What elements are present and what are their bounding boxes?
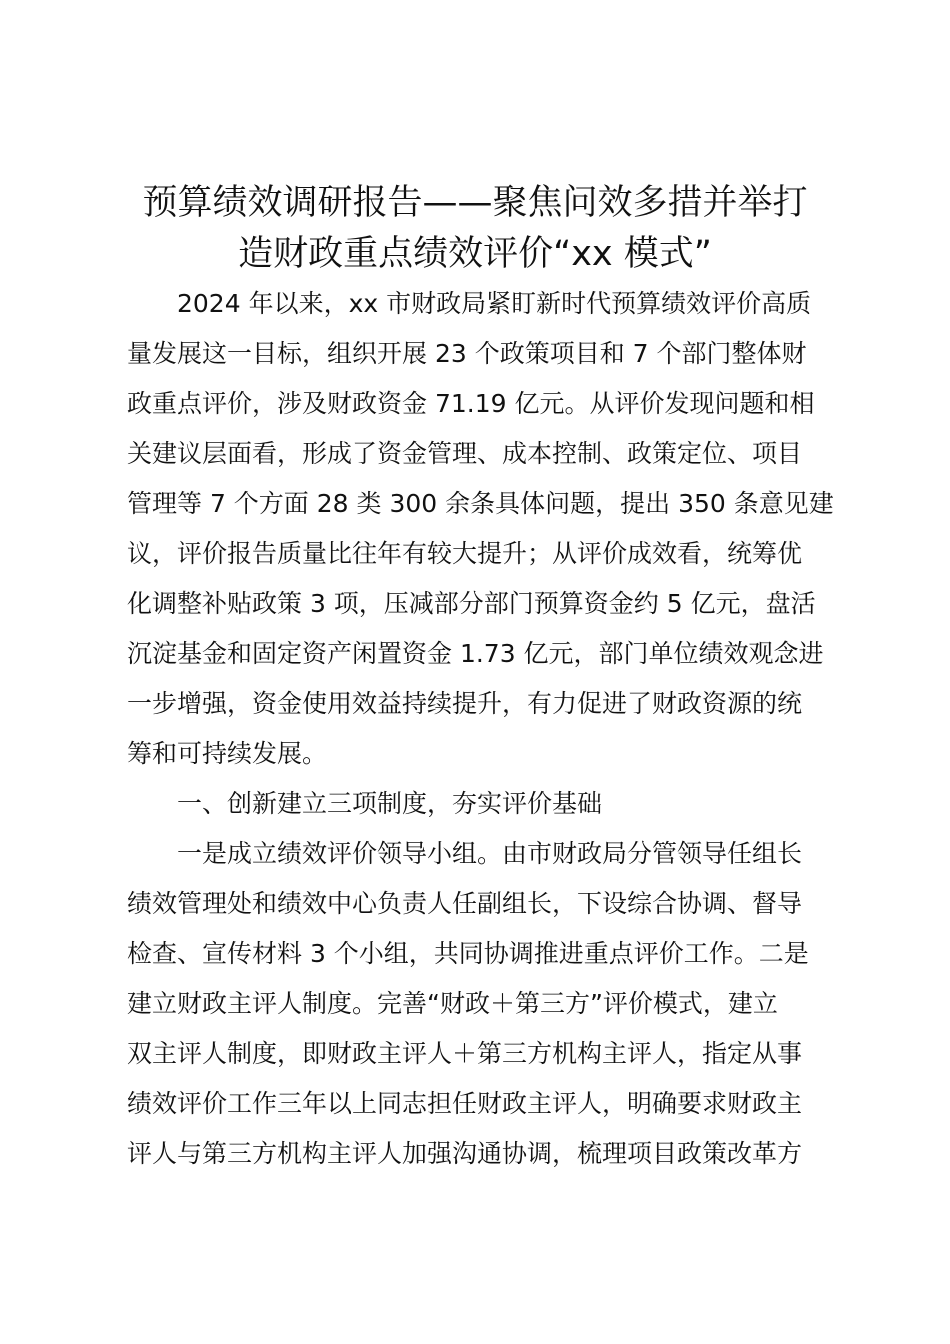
text-line: 政重点评价，涉及财政资金 71.19 亿元。从评价发现问题和相 bbox=[127, 389, 815, 418]
text-line: 量发展这一目标，组织开展 23 个政策项目和 7 个部门整体财 bbox=[127, 339, 807, 368]
text-line: 一步增强，资金使用效益持续提升，有力促进了财政资源的统 bbox=[127, 689, 803, 718]
title-line-1: 预算绩效调研报告——聚焦问效多措并举打 bbox=[142, 183, 808, 223]
text-line: 筹和可持续发展。 bbox=[127, 739, 328, 768]
text-line: 管理等 7 个方面 28 类 300 余条具体问题，提出 350 条意见建 bbox=[127, 489, 834, 518]
text-line: 绩效管理处和绩效中心负责人任副组长，下设综合协调、督导 bbox=[127, 889, 803, 918]
text-line: 双主评人制度，即财政主评人＋第三方机构主评人，指定从事 bbox=[127, 1039, 803, 1068]
document-body bbox=[127, 279, 832, 1179]
title-line-2: 造财政重点绩效评价“xx 模式” bbox=[238, 234, 712, 274]
text-line: 议，评价报告质量比往年有较大提升；从评价成效看，统筹优 bbox=[127, 539, 803, 568]
section-heading bbox=[127, 779, 832, 829]
section-heading-text: 一、创新建立三项制度，夯实评价基础 bbox=[177, 789, 603, 818]
paragraph-intro bbox=[127, 279, 832, 779]
text-line: 评人与第三方机构主评人加强沟通协调，梳理项目政策改革方 bbox=[127, 1139, 803, 1168]
document-title bbox=[120, 178, 830, 280]
text-line: 绩效评价工作三年以上同志担任财政主评人，明确要求财政主 bbox=[127, 1089, 803, 1118]
text-line: 2024 年以来，xx 市财政局紧盯新时代预算绩效评价高质 bbox=[177, 289, 812, 318]
paragraph-section-1 bbox=[127, 829, 832, 1179]
text-line: 沉淀基金和固定资产闲置资金 1.73 亿元，部门单位绩效观念进 bbox=[127, 639, 824, 668]
text-line: 化调整补贴政策 3 项，压减部分部门预算资金约 5 亿元，盘活 bbox=[127, 589, 816, 618]
text-line: 关建议层面看，形成了资金管理、成本控制、政策定位、项目 bbox=[127, 439, 803, 468]
text-line: 一是成立绩效评价领导小组。由市财政局分管领导任组长 bbox=[177, 839, 803, 868]
text-line: 建立财政主评人制度。完善“财政＋第三方”评价模式，建立 bbox=[127, 989, 778, 1018]
text-line: 检查、宣传材料 3 个小组，共同协调推进重点评价工作。二是 bbox=[127, 939, 809, 968]
